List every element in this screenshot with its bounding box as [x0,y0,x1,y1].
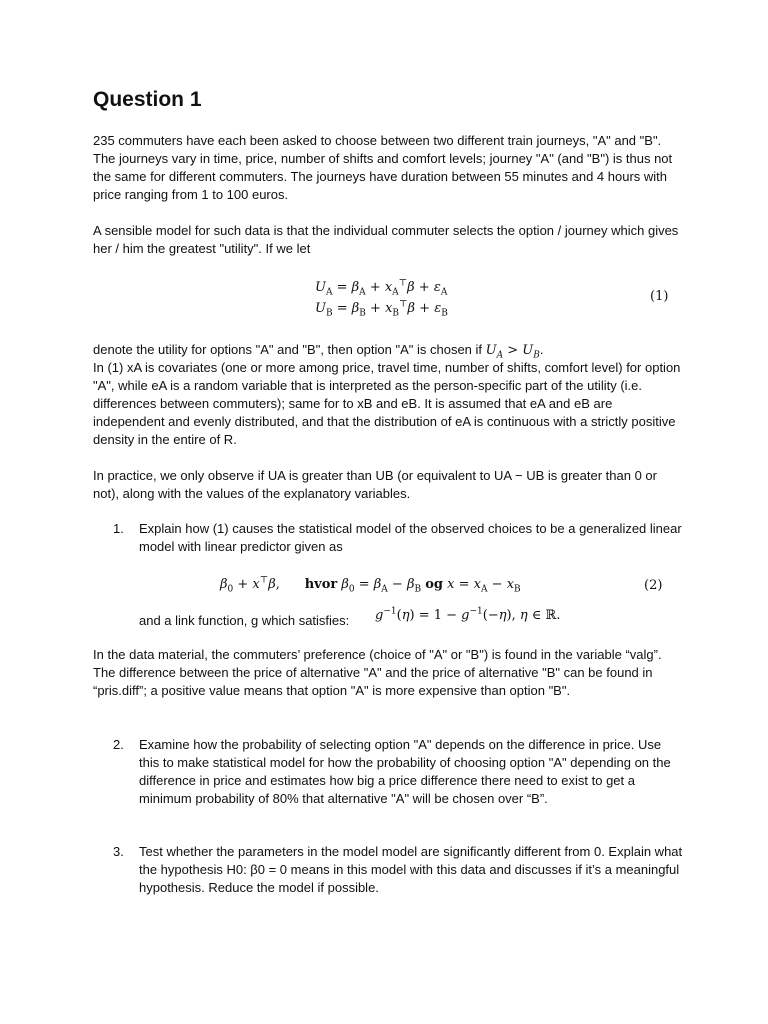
item-3-text: Test whether the parameters in the model model are significantly different from 0. Explain what the hypothesis H0: β0 = 0 means in this model with this data and discusses if it’s a meaningful hypothesis. Reduce the model if possible. [139,844,683,895]
page-title: Question 1 [93,88,202,111]
link-function-label: and a link function, g which satisfies: [139,613,350,628]
item-1-number: 1. [113,521,124,536]
observation-paragraph: In practice, we only observe if UA is greater than UB (or equivalent to UA − UB is greater than 0 or not), along with the values of the explanatory variables. [93,468,657,501]
item-2-text: Examine how the probability of selecting option "A" depends on the difference in price. Use this to make statistical model for how the probability of choosing option "A" depending on the difference in price and estimates how big a price difference there need to exist to get a minimum probability of 80% that alternative "A" will be chosen over “B”. [139,737,671,806]
model-paragraph: A sensible model for such data is that the individual commuter selects the option / journey which gives her / him the greatest "utility". If we let [93,223,679,256]
equation-3: $g^{-1}(\eta) = 1 - g^{-1}(-\eta)$, η ∈ ℝ. [375,606,561,623]
item-3-number: 3. [113,844,124,859]
intro-paragraph: 235 commuters have each been asked to choose between two different train journeys, "A" and "B". The journeys vary in time, price, number of shifts and comfort levels; journey "A" (and "B") is thus not the same for different commuters. The journeys have duration between 55 minutes and 4 hours with price ranging from 1 to 100 euros. [93,133,673,202]
equation-1-line-2: $U_B = \beta_B + x_B^⊤\beta + \varepsilon_B$ [315,299,448,319]
data-material-paragraph: In the data material, the commuters’ preference (choice of "A" or "B") is found in the variable “valg”. The difference between the price of alternative "A" and the price of alternative "B" can be found in “pris.diff”; a positive value means that option "A" is more expensive than option "B". [93,647,662,698]
equation-1-number: (1) [650,289,669,304]
covariates-paragraph: In (1) xA is covariates (one or more among price, travel time, number of shifts, comfort level) for option "A", while eA is a random variable that is interpreted as the person-specific part of the utility (i.e. differences between commuters); same for to xB and eB. It is assumed that eA and eB are independent and evenly distributed, and that the distribution of eA is continuous with a strictly positive density in the entire of R. [93,360,681,447]
equation-2-number: (2) [644,578,663,593]
item-2-number: 2. [113,737,124,752]
choice-condition-line: denote the utility for options "A" and "B", then option "A" is chosen if $U_A > U_B$. [93,342,544,361]
equation-2: $\beta_0 + x^⊤\beta$, hvor $\beta_0 = \beta_A - \beta_B$ og $x = x_A - x_B$ [220,575,521,595]
item-1-text: Explain how (1) causes the statistical model of the observed choices to be a generalized linear model with linear predictor given as [139,521,682,554]
equation-1-line-1: $U_A = \beta_A + x_A^⊤\beta + \varepsilon_A$ [315,278,448,298]
